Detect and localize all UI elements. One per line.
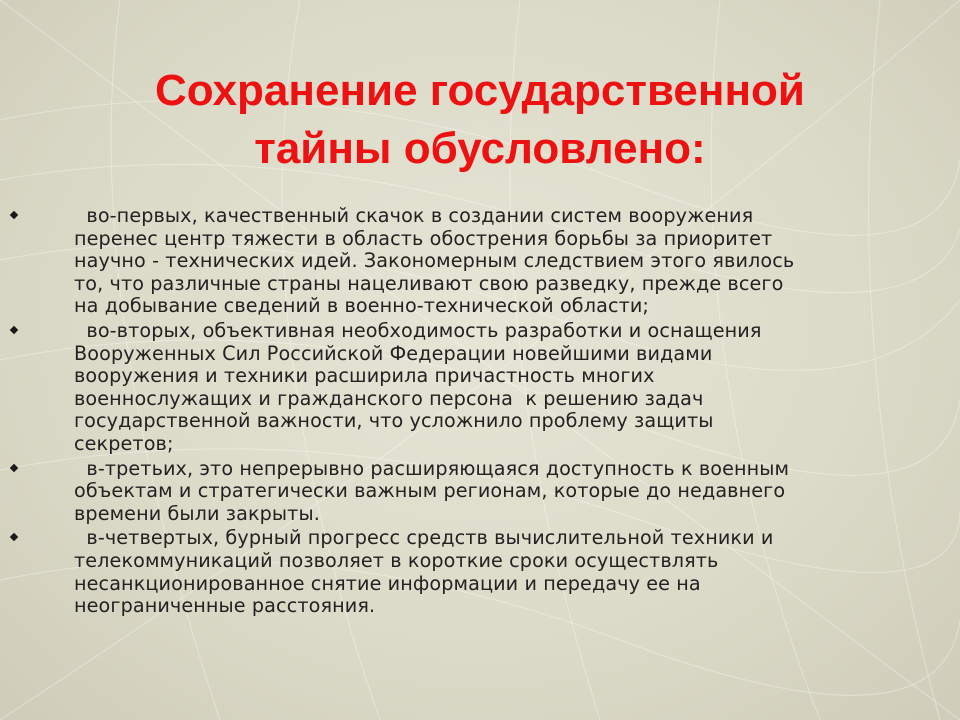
bullet-item-3 bbox=[0, 458, 960, 526]
diamond-bullet-icon bbox=[10, 326, 18, 334]
diamond-bullet-icon bbox=[10, 533, 18, 541]
bullet-item-2 bbox=[0, 320, 960, 456]
bullet-text-4: в-четвертых, бурный прогресс средств вычислительной техники и телекоммуникаций позволяет в короткие сроки осуществлять несанкционированное снятие информации и передачу ее на неограниченные расстояния. bbox=[74, 526, 774, 618]
bullet-list bbox=[0, 205, 960, 620]
slide-title bbox=[0, 62, 960, 178]
bullet-text-3: в-третьих, это непрерывно расширяющаяся доступность к военным объектам и стратегически важным регионам, которые до недавнего времени были закрыты. bbox=[74, 456, 790, 525]
diamond-bullet-icon bbox=[10, 211, 18, 219]
bullet-text-2: во-вторых, объективная необходимость разработки и оснащения Вооруженных Сил Российской Федерации новейшими видами вооружения и техники расширила причастность многих военнослужащих и гражданского персона к решению задач государственной важности, что усложнило проблему защиты секретов; bbox=[74, 318, 762, 455]
diamond-bullet-icon bbox=[10, 463, 18, 471]
slide-title-line-1: Сохранение государственной bbox=[155, 66, 805, 115]
bullet-item-1 bbox=[0, 205, 960, 318]
slide-title-line-2: тайны обусловлено: bbox=[254, 124, 706, 173]
bullet-text-1: во-первых, качественный скачок в создании систем вооружения перенес центр тяжести в область обострения борьбы за приоритет научно - технических идей. Закономерным следствием этого явилось то, что различные страны нацеливают свою разведку, прежде всего на добывание сведений в военно-технической области; bbox=[74, 204, 795, 318]
bullet-item-4 bbox=[0, 527, 960, 617]
